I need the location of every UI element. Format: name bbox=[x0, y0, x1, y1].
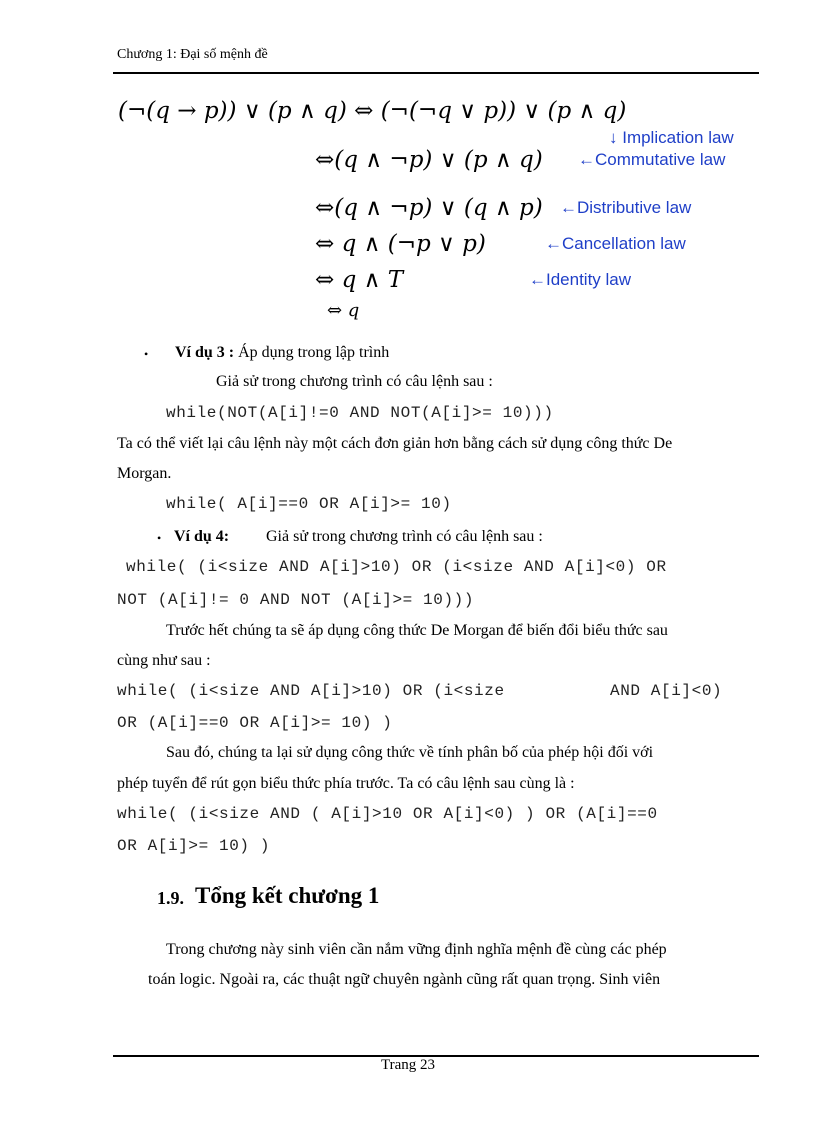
example-4-code-1b: NOT (A[i]!= 0 AND NOT (A[i]>= 10))) bbox=[117, 591, 475, 609]
example-4-code-1a: while( (i<size AND A[i]>10) OR (i<size AND A[i]<0) OR bbox=[126, 558, 667, 576]
derivation-line-3: ⇔(q ∧ ¬p) ∨ (q ∧ p) bbox=[315, 195, 543, 221]
example-4-code-3a: while( (i<size AND ( A[i]>10 OR A[i]<0) ) OR (A[i]==0 bbox=[117, 805, 658, 823]
implication-law-label: ↓ Implication law bbox=[609, 128, 734, 147]
chapter-header: Chương 1: Đại số mệnh đề bbox=[117, 47, 268, 62]
example-3-intro: Giả sử trong chương trình có câu lệnh sau : bbox=[216, 373, 493, 390]
page-number: Trang 23 bbox=[380, 1057, 436, 1073]
commutative-law-label: ←Commutative law bbox=[578, 150, 726, 169]
derivation-line-2: ⇔(q ∧ ¬p) ∨ (p ∧ q) bbox=[315, 147, 543, 173]
example-3-code-1: while(NOT(A[i]!=0 AND NOT(A[i]>= 10))) bbox=[166, 404, 554, 422]
example-4-code-2a-right: AND A[i]<0) bbox=[610, 682, 723, 700]
derivation-line-5: ⇔ q ∧ T bbox=[315, 267, 404, 293]
example-3-text-1: Ta có thể viết lại câu lệnh này một cách đơn giản hơn bằng cách sử dụng công thức De bbox=[117, 435, 673, 452]
example-4-text-1b: cùng như sau : bbox=[117, 652, 211, 669]
distributive-law-label: ←Distributive law bbox=[560, 198, 692, 217]
example-4-label: Ví dụ 4: bbox=[174, 528, 230, 545]
derivation-line-6: ⇔ q bbox=[327, 300, 360, 321]
section-paragraph-line-1: Trong chương này sinh viên cần nắm vững định nghĩa mệnh đề cùng các phép bbox=[166, 941, 667, 958]
section-title: Tổng kết chương 1 bbox=[195, 883, 380, 908]
derivation-line-1: (¬(q → p)) ∨ (p ∧ q) ⇔ (¬(¬q ∨ p)) ∨ (p ∧ q) bbox=[118, 98, 627, 124]
example-3-label: Ví dụ 3 : bbox=[175, 344, 235, 361]
example-4-code-2a-left: while( (i<size AND A[i]>10) OR (i<size bbox=[117, 682, 505, 700]
example-4-code-3b: OR A[i]>= 10) ) bbox=[117, 837, 271, 855]
example-3-heading bbox=[175, 344, 389, 362]
derivation-line-4: ⇔ q ∧ (¬p ∨ p) bbox=[315, 231, 486, 257]
example-3-code-2: while( A[i]==0 OR A[i]>= 10) bbox=[166, 495, 452, 513]
identity-law-label: ←Identity law bbox=[529, 270, 632, 289]
example-4-code-2b: OR (A[i]==0 OR A[i]>= 10) ) bbox=[117, 714, 393, 732]
cancellation-law-label: ←Cancellation law bbox=[545, 234, 686, 253]
section-paragraph-line-2: toán logic. Ngoài ra, các thuật ngữ chuyên ngành cũng rất quan trọng. Sinh viên bbox=[148, 971, 661, 988]
header-rule bbox=[113, 72, 759, 74]
example-4-text-2: Sau đó, chúng ta lại sử dụng công thức về tính phân bố của phép hội đối với bbox=[166, 744, 654, 761]
example-4-text-2b: phép tuyển để rút gọn biểu thức phía trước. Ta có câu lệnh sau cùng là : bbox=[117, 775, 575, 792]
example-4-intro: Giả sử trong chương trình có câu lệnh sau : bbox=[266, 528, 543, 545]
bullet-example-3: • bbox=[144, 347, 149, 361]
example-3-title: Áp dụng trong lập trình bbox=[238, 344, 390, 361]
section-number: 1.9. bbox=[157, 888, 184, 908]
example-3-text-1b: Morgan. bbox=[117, 465, 172, 482]
example-4-text-1: Trước hết chúng ta sẽ áp dụng công thức De Morgan để biến đổi biểu thức sau bbox=[166, 622, 668, 639]
bullet-example-4: • bbox=[157, 531, 162, 545]
